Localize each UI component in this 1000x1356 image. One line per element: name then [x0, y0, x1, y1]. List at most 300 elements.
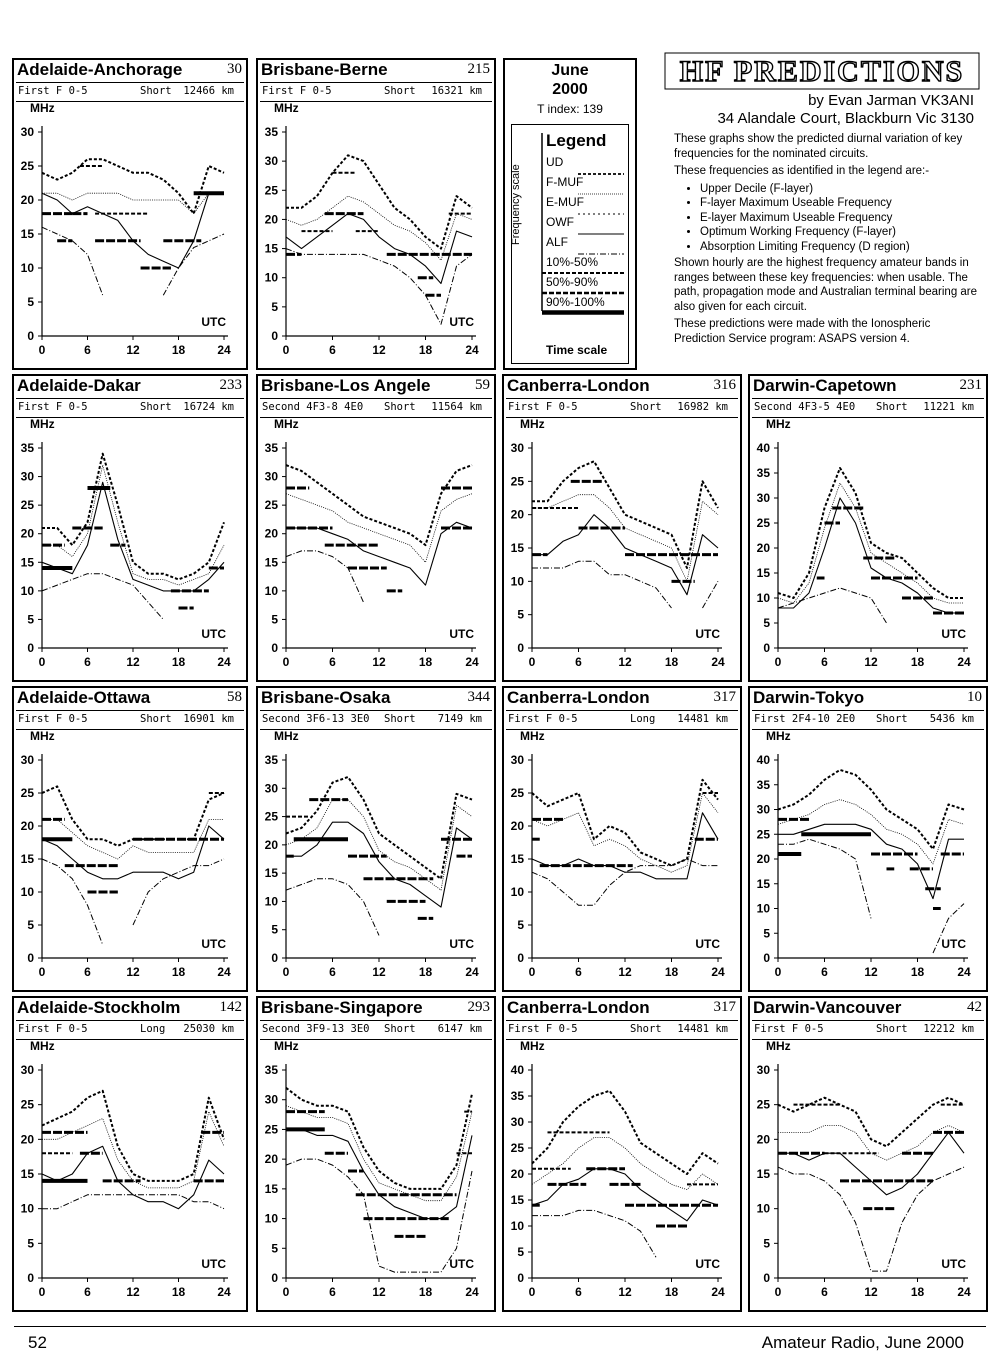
y-tick-label: 15	[264, 1181, 278, 1196]
x-tick-label: 18	[664, 965, 679, 979]
y-axis-label: MHz	[274, 1039, 299, 1053]
chart-panel	[12, 374, 248, 682]
x-tick-label: 24	[465, 965, 479, 979]
x-tick-label: 18	[171, 1285, 186, 1299]
y-tick-label: 20	[756, 852, 770, 866]
y-tick-label: 5	[517, 918, 524, 932]
chart-subtitle	[16, 82, 244, 102]
y-tick-label: 30	[264, 1092, 278, 1107]
y-tick-label: 30	[20, 125, 34, 139]
x-axis-label: UTC	[449, 937, 474, 951]
x-tick-label: 6	[821, 1285, 828, 1299]
x-axis-label: UTC	[201, 315, 226, 329]
chart-path: Short	[876, 1023, 908, 1035]
y-tick-label: 35	[20, 441, 34, 455]
chart-mode: First F 0-5	[18, 713, 88, 725]
y-tick-label: 25	[20, 786, 34, 800]
x-tick-label: 6	[84, 1285, 91, 1299]
x-tick-label: 24	[957, 655, 971, 669]
y-tick-label: 0	[271, 1271, 278, 1285]
series-line-alf	[42, 859, 103, 945]
series-line-alf	[133, 859, 224, 925]
x-tick-label: 0	[38, 655, 46, 669]
x-tick-label: 12	[864, 655, 878, 669]
x-tick-label: 18	[910, 965, 925, 979]
series-line-alf	[42, 574, 163, 620]
y-tick-label: 35	[264, 441, 278, 455]
y-tick-label: 15	[20, 227, 34, 241]
chart-plot	[750, 728, 982, 986]
chart-title: Darwin-Capetown	[753, 376, 897, 395]
legend-title: Legend	[546, 131, 607, 150]
series-line-alf	[163, 234, 224, 295]
chart-subtitle	[752, 1020, 984, 1040]
x-tick-label: 18	[910, 655, 925, 669]
y-tick-label: 10	[756, 901, 770, 916]
chart-plot	[14, 728, 242, 986]
x-axis-label: UTC	[449, 1257, 474, 1271]
x-tick-label: 12	[372, 1285, 386, 1299]
y-tick-label: 30	[756, 491, 770, 505]
series-line-owf	[778, 1132, 964, 1194]
y-tick-label: 30	[510, 1115, 524, 1129]
legend-item-50-90: 50%-90%	[546, 275, 599, 289]
x-tick-label: 24	[711, 1285, 725, 1299]
x-tick-label: 6	[821, 965, 828, 979]
y-tick-label: 5	[763, 616, 770, 630]
y-tick-label: 30	[264, 469, 278, 484]
y-tick-label: 5	[763, 1236, 770, 1251]
y-tick-label: 5	[271, 922, 278, 937]
x-tick-label: 12	[864, 965, 878, 979]
chart-panel	[256, 374, 496, 682]
y-tick-label: 10	[756, 591, 770, 605]
series-line-f-muf	[42, 1112, 224, 1188]
chart-mode: First 2F4-10 2E0	[754, 713, 856, 725]
chart-plot	[14, 1038, 242, 1306]
chart-plot	[258, 1038, 490, 1306]
chart-distance: 16321 km	[431, 85, 482, 97]
chart-plot	[258, 416, 490, 676]
x-tick-label: 12	[618, 1285, 632, 1299]
series-line-ud	[532, 461, 718, 568]
y-tick-label: 35	[756, 466, 770, 480]
chart-path: Short	[876, 401, 908, 413]
y-tick-label: 15	[756, 876, 770, 891]
chart-title: Adelaide-Dakar	[17, 376, 141, 395]
chart-bearing: 58	[227, 689, 242, 705]
x-axis-label: UTC	[695, 937, 720, 951]
chart-subtitle	[752, 710, 984, 730]
chart-path: Short	[140, 85, 172, 97]
legend-tindex: T index: 139	[537, 102, 603, 116]
chart-distance: 7149 km	[437, 713, 482, 725]
chart-panel	[748, 996, 988, 1312]
chart-path: Short	[384, 1023, 416, 1035]
y-tick-label: 0	[763, 1271, 770, 1285]
chart-mode: First F 0-5	[508, 713, 578, 725]
legend-time-scale: Time scale	[546, 343, 608, 357]
chart-panel	[256, 686, 496, 992]
y-tick-label: 25	[756, 516, 770, 530]
chart-subtitle	[260, 1020, 492, 1040]
x-tick-label: 0	[38, 343, 46, 357]
chart-mode: First F 0-5	[18, 85, 88, 97]
x-tick-label: 0	[774, 965, 782, 979]
y-tick-label: 15	[756, 566, 770, 580]
chart-panel	[502, 374, 742, 682]
y-tick-label: 15	[264, 555, 278, 570]
series-line-f-muf	[532, 793, 718, 872]
y-tick-label: 25	[510, 1141, 524, 1155]
chart-panel	[748, 686, 988, 992]
footer-rule	[14, 1326, 986, 1327]
chart-title: Adelaide-Stockholm	[17, 998, 181, 1017]
chart-panel	[748, 374, 988, 682]
chart-subtitle	[260, 82, 492, 102]
x-tick-label: 0	[282, 655, 290, 669]
frequency-list-item: • Optimum Working Frequency (F-layer)	[700, 225, 980, 240]
series-line-alf	[286, 249, 472, 325]
x-tick-label: 24	[217, 343, 231, 357]
hf-predictions-logo	[664, 52, 980, 90]
y-tick-label: 5	[27, 295, 34, 309]
series-line-f-muf	[778, 1126, 964, 1161]
y-tick-label: 15	[20, 555, 34, 570]
x-axis-label: UTC	[449, 627, 474, 641]
y-tick-label: 0	[763, 951, 770, 965]
series-line-owf	[286, 1129, 472, 1218]
y-tick-label: 35	[510, 1089, 524, 1103]
series-line-ud	[778, 770, 964, 849]
chart-path: Short	[384, 401, 416, 413]
legend-item-10-50: 10%-50%	[546, 255, 599, 269]
x-tick-label: 18	[910, 1285, 925, 1299]
y-tick-label: 0	[271, 329, 278, 343]
y-tick-label: 20	[20, 1132, 34, 1147]
series-line-owf	[286, 822, 472, 907]
x-tick-label: 12	[126, 655, 140, 669]
chart-subtitle	[260, 710, 492, 730]
y-tick-label: 20	[756, 541, 770, 555]
series-line-f-muf	[286, 196, 472, 260]
x-tick-label: 24	[957, 965, 971, 979]
chart-plot	[14, 416, 242, 676]
series-line-ud	[286, 777, 472, 879]
intro-para-2: These frequencies as identified in the legend are:-	[674, 165, 930, 177]
y-tick-label: 15	[510, 852, 524, 866]
chart-distance: 12466 km	[183, 85, 234, 97]
chart-panel	[12, 58, 248, 370]
x-axis-label: UTC	[941, 627, 966, 641]
y-tick-label: 0	[27, 951, 34, 965]
series-line-ud	[286, 155, 472, 248]
y-tick-label: 15	[510, 1193, 524, 1207]
y-axis-label: MHz	[274, 101, 299, 115]
chart-distance: 16724 km	[183, 401, 234, 413]
y-tick-label: 30	[20, 753, 34, 767]
x-axis-label: UTC	[201, 937, 226, 951]
y-tick-label: 25	[20, 1097, 34, 1112]
x-tick-label: 18	[418, 965, 433, 979]
y-axis-label: MHz	[520, 729, 545, 743]
chart-plot	[750, 416, 982, 676]
chart-title: Brisbane-Osaka	[261, 688, 391, 707]
series-line-alf	[778, 588, 887, 623]
y-tick-label: 0	[271, 951, 278, 965]
series-line-owf	[42, 482, 224, 591]
x-tick-label: 24	[957, 1285, 971, 1299]
x-tick-label: 0	[38, 1285, 46, 1299]
x-axis-label: UTC	[941, 1257, 966, 1271]
legend-box	[503, 58, 637, 370]
chart-mode: First F 0-5	[18, 1023, 88, 1035]
chart-path: Short	[140, 401, 172, 413]
y-tick-label: 0	[27, 1271, 34, 1285]
y-tick-label: 0	[27, 329, 34, 343]
legend-year: 2000	[552, 81, 588, 98]
chart-panel	[256, 996, 496, 1312]
x-tick-label: 0	[528, 655, 536, 669]
y-tick-label: 25	[510, 786, 524, 800]
series-line-owf	[42, 193, 224, 268]
chart-path: Short	[140, 713, 172, 725]
y-axis-label: MHz	[766, 729, 791, 743]
y-tick-label: 20	[264, 837, 278, 852]
intro-para-4: These predictions were made with the Ionospheric Prediction Service program: ASAPS version 4.	[674, 318, 931, 345]
chart-title: Adelaide-Anchorage	[17, 60, 183, 79]
intro-para-3: Shown hourly are the highest frequency amateur bands in ranges between these key frequencies: when usable. The path, propagation mode and Australian terminal bearing are also given for each circuit.	[674, 257, 978, 313]
chart-distance: 14481 km	[677, 713, 728, 725]
y-tick-label: 20	[510, 819, 524, 833]
frequency-list-item: • Upper Decile (F-layer)	[700, 182, 980, 197]
y-tick-label: 15	[20, 852, 34, 866]
y-tick-label: 15	[20, 1167, 34, 1181]
series-line-alf	[286, 551, 364, 602]
y-tick-label: 0	[517, 1271, 524, 1285]
y-tick-label: 30	[264, 154, 278, 169]
y-axis-label: MHz	[766, 417, 791, 431]
chart-subtitle	[260, 398, 492, 418]
x-tick-label: 12	[618, 965, 632, 979]
y-tick-label: 25	[756, 1097, 770, 1112]
y-tick-label: 20	[756, 1132, 770, 1147]
chart-panel	[256, 58, 496, 370]
y-tick-label: 15	[264, 866, 278, 881]
chart-path: Long	[630, 713, 656, 725]
y-tick-label: 25	[264, 809, 278, 824]
series-line-alf	[703, 581, 719, 608]
y-tick-label: 10	[510, 885, 524, 899]
chart-distance: 5436 km	[929, 713, 974, 725]
series-line-owf	[532, 813, 718, 879]
frequency-list-item: • F-layer Maximum Useable Frequency	[700, 196, 980, 211]
y-tick-label: 30	[510, 753, 524, 767]
chart-mode: Second 4F3-5 4E0	[754, 401, 856, 413]
chart-plot	[504, 1038, 736, 1306]
legend-month: June	[551, 62, 589, 79]
x-tick-label: 24	[465, 1285, 479, 1299]
x-tick-label: 12	[372, 965, 386, 979]
y-tick-label: 10	[20, 583, 34, 598]
y-axis-label: MHz	[30, 1039, 55, 1053]
x-axis-label: UTC	[201, 627, 226, 641]
y-tick-label: 15	[756, 1167, 770, 1181]
series-line-ud	[42, 159, 224, 213]
chart-plot	[258, 100, 490, 364]
series-line-f-muf	[286, 1106, 472, 1201]
y-tick-label: 10	[510, 574, 524, 589]
y-tick-label: 5	[271, 612, 278, 627]
x-tick-label: 12	[126, 965, 140, 979]
chart-panel	[502, 996, 742, 1312]
series-line-alf	[42, 1195, 224, 1209]
y-axis-label: MHz	[766, 1039, 791, 1053]
y-tick-label: 30	[20, 1063, 34, 1077]
chart-path: Long	[140, 1023, 166, 1035]
chart-bearing: 215	[467, 61, 490, 77]
y-tick-label: 5	[271, 299, 278, 314]
y-tick-label: 0	[763, 641, 770, 655]
legend-frequency-scale: Frequency scale	[510, 164, 522, 245]
legend-inner	[511, 124, 629, 364]
chart-bearing: 59	[475, 377, 490, 393]
x-tick-label: 6	[329, 655, 336, 669]
y-axis-label: MHz	[30, 101, 55, 115]
x-tick-label: 18	[418, 343, 433, 357]
y-tick-label: 20	[510, 507, 524, 522]
y-tick-label: 20	[264, 526, 278, 541]
y-tick-label: 35	[264, 1063, 278, 1077]
y-tick-label: 15	[264, 241, 278, 256]
chart-panel	[502, 686, 742, 992]
x-tick-label: 6	[575, 1285, 582, 1299]
x-tick-label: 0	[528, 965, 536, 979]
chart-title: Canberra-London	[507, 998, 650, 1017]
y-axis-label: MHz	[520, 1039, 545, 1053]
chart-title: Brisbane-Berne	[261, 60, 388, 79]
y-tick-label: 25	[510, 474, 524, 489]
series-line-f-muf	[532, 1138, 718, 1190]
x-tick-label: 6	[329, 343, 336, 357]
series-line-ud	[286, 1088, 472, 1189]
y-tick-label: 30	[264, 781, 278, 796]
x-tick-label: 0	[774, 655, 782, 669]
frequency-list-item: • Absorption Limiting Frequency (D region)	[700, 240, 980, 255]
y-tick-label: 20	[264, 1152, 278, 1167]
x-tick-label: 6	[821, 655, 828, 669]
y-tick-label: 5	[27, 612, 34, 627]
y-tick-label: 10	[20, 885, 34, 899]
series-line-ud	[286, 465, 472, 545]
chart-distance: 6147 km	[437, 1023, 482, 1035]
frequency-list	[674, 182, 980, 255]
y-tick-label: 15	[510, 541, 524, 555]
chart-plot	[258, 728, 490, 986]
y-tick-label: 5	[27, 1236, 34, 1251]
x-tick-label: 24	[711, 655, 725, 669]
chart-plot	[504, 728, 736, 986]
x-tick-label: 24	[711, 965, 725, 979]
x-tick-label: 0	[282, 965, 290, 979]
chart-subtitle	[506, 1020, 738, 1040]
chart-distance: 14481 km	[677, 1023, 728, 1035]
y-tick-label: 5	[27, 918, 34, 932]
chart-plot	[14, 100, 242, 364]
x-axis-label: UTC	[449, 315, 474, 329]
chart-subtitle	[16, 398, 244, 418]
chart-bearing: 317	[713, 999, 736, 1015]
y-tick-label: 5	[763, 926, 770, 941]
series-line-ud	[42, 1091, 224, 1181]
x-tick-label: 18	[171, 655, 186, 669]
x-tick-label: 6	[329, 1285, 336, 1299]
y-axis-label: MHz	[520, 417, 545, 431]
y-tick-label: 30	[756, 802, 770, 817]
series-line-owf	[286, 522, 472, 585]
chart-bearing: 10	[967, 689, 982, 705]
y-tick-label: 35	[264, 753, 278, 767]
y-tick-label: 40	[756, 441, 770, 455]
y-tick-label: 0	[517, 951, 524, 965]
x-tick-label: 6	[575, 655, 582, 669]
chart-path: Short	[630, 1023, 662, 1035]
x-tick-label: 24	[217, 655, 231, 669]
x-tick-label: 0	[774, 1285, 782, 1299]
chart-subtitle	[752, 398, 984, 418]
chart-mode: First F 0-5	[508, 1023, 578, 1035]
y-tick-label: 35	[756, 777, 770, 792]
chart-subtitle	[506, 398, 738, 418]
chart-title: Canberra-London	[507, 688, 650, 707]
chart-bearing: 317	[713, 689, 736, 705]
x-tick-label: 18	[664, 655, 679, 669]
x-axis-label: UTC	[695, 1257, 720, 1271]
legend-item-fmuf: F-MUF	[546, 175, 584, 189]
chart-panel	[12, 996, 248, 1312]
chart-bearing: 233	[219, 377, 242, 393]
x-tick-label: 18	[664, 1285, 679, 1299]
y-tick-label: 10	[264, 894, 278, 909]
x-tick-label: 24	[465, 655, 479, 669]
x-tick-label: 12	[126, 343, 140, 357]
y-tick-label: 20	[264, 212, 278, 227]
chart-bearing: 142	[219, 999, 242, 1015]
y-tick-label: 10	[20, 261, 34, 275]
chart-mode: First F 0-5	[508, 401, 578, 413]
y-tick-label: 10	[510, 1219, 524, 1233]
chart-plot	[750, 1038, 982, 1306]
legend-item-alf: ALF	[546, 235, 569, 249]
y-tick-label: 20	[20, 819, 34, 833]
y-tick-label: 20	[20, 526, 34, 541]
x-tick-label: 18	[418, 655, 433, 669]
chart-distance: 12212 km	[923, 1023, 974, 1035]
x-tick-label: 6	[575, 965, 582, 979]
x-tick-label: 24	[217, 965, 231, 979]
x-tick-label: 12	[864, 1285, 878, 1299]
chart-mode: First F 0-5	[18, 401, 88, 413]
y-tick-label: 40	[510, 1063, 524, 1077]
series-line-alf	[778, 1167, 964, 1271]
y-tick-label: 30	[20, 469, 34, 484]
series-line-ud	[42, 454, 224, 580]
chart-subtitle	[506, 710, 738, 730]
publication-footer: Amateur Radio, June 2000	[761, 1333, 964, 1352]
x-tick-label: 12	[126, 1285, 140, 1299]
series-line-owf	[532, 1169, 718, 1221]
chart-mode: Second 3F9-13 3E0	[262, 1023, 370, 1035]
